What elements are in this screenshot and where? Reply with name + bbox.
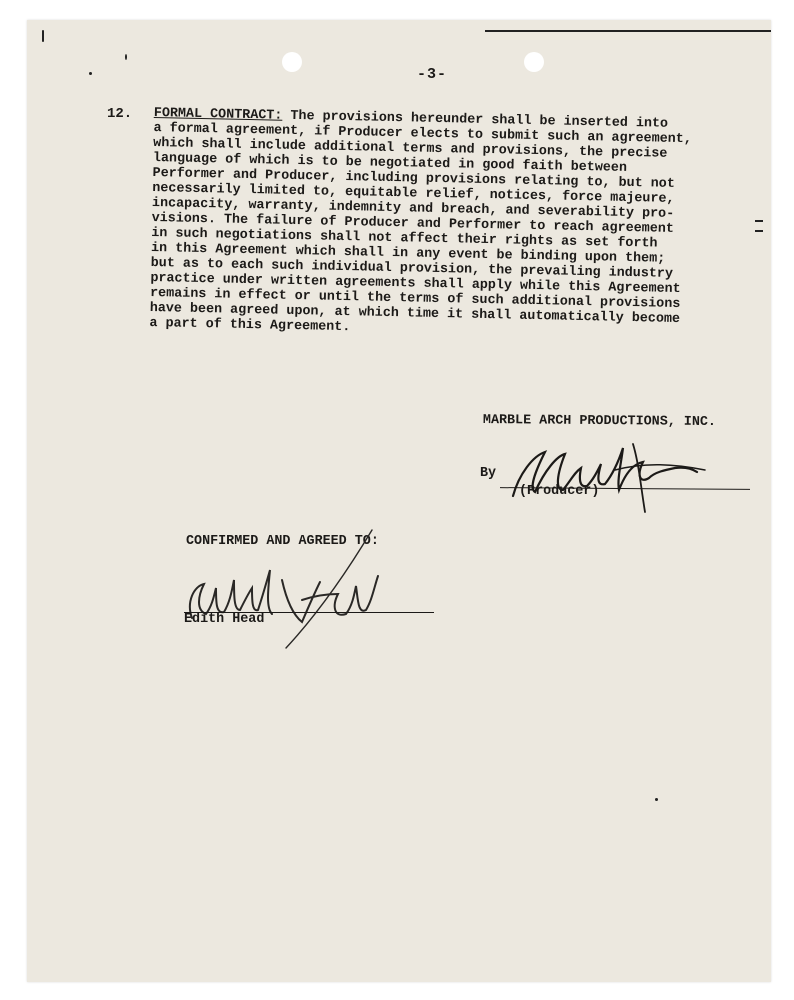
page-number: -3- [417,66,448,83]
producer-role-label: (Producer) [519,484,600,499]
speck [655,798,658,801]
confirmed-agreed-label: CONFIRMED AND AGREED TO: [186,534,379,549]
performer-signature-image [182,510,382,650]
producer-signature-image [505,434,715,514]
producer-company-name: MARBLE ARCH PRODUCTIONS, INC. [482,413,717,431]
clause-heading: FORMAL CONTRACT: [153,106,283,124]
document-page [27,20,771,982]
by-label: By [480,466,497,481]
margin-mark [755,220,763,222]
clause-text [149,106,754,344]
clause-body: The provisions hereunder shall be inserted into a formal agreement, if Producer elects to submit such an agreement, which shall include additional terms and provisions, the precise language of which is to be negotiated in good faith between Performer and Producer, including provisions relating to, but not necessarily limited to, equitable relief, notices, force majeure, incapacity, warranty, indemnity and breach, and severability pro- visions. The failure of Producer and Performer to reach agreement in such negotiations shall not affect their rights as set forth in this Agreement which shall in any event be binding upon them; but as to each such individual provision, the prevailing industry practice under written agreements shall apply while this Agreement remains in effect or until the terms of such additional provisions have been agreed upon, at which time it shall automatically become a part of this Agreement. [149,108,692,336]
clause-number: 12. [107,106,133,122]
margin-mark [755,230,763,232]
margin-mark [89,72,92,75]
punch-hole-right [524,52,544,72]
punch-hole-left [282,52,302,72]
margin-mark [42,30,44,42]
performer-name: Edith Head [184,612,265,627]
margin-mark [125,54,127,60]
top-edge-line [485,30,771,32]
